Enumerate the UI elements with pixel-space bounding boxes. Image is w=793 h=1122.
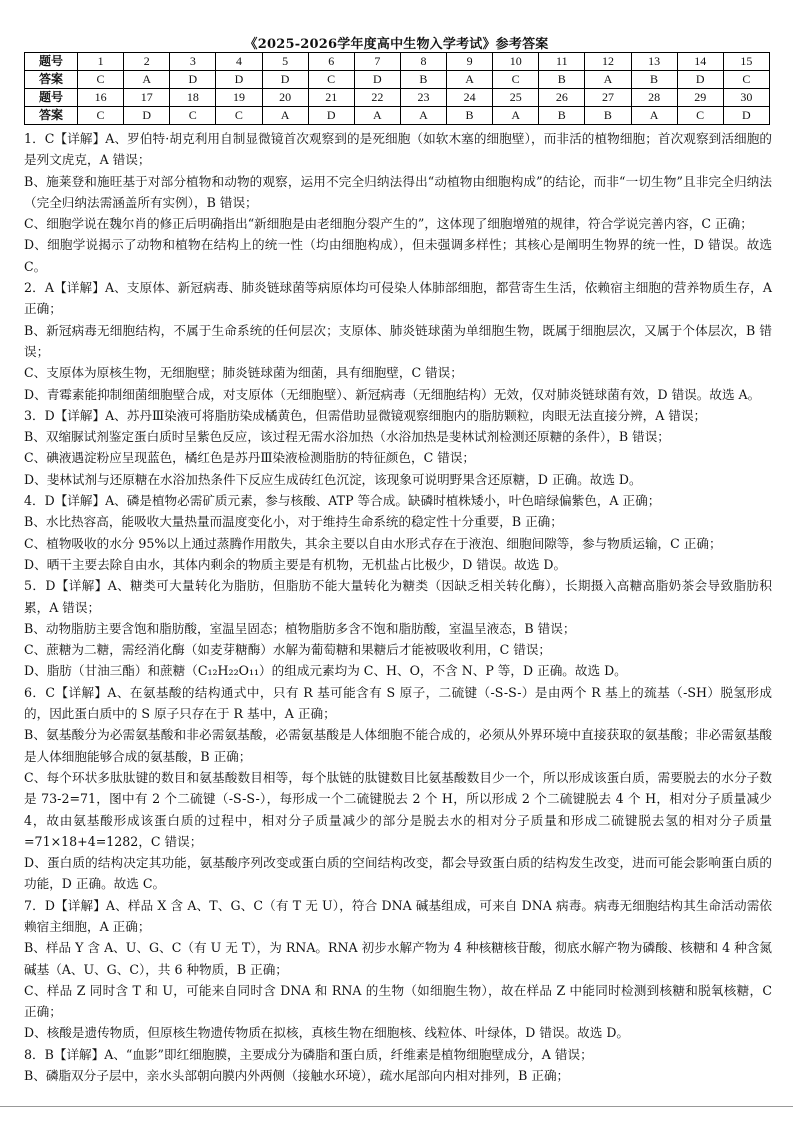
explanation-paragraph: C、支原体为原核生物，无细胞壁；肺炎链球菌为细菌，具有细胞壁，C 错误；	[24, 365, 463, 381]
answer-cell: C	[78, 107, 124, 125]
answer-table-row-answers-2	[25, 107, 770, 125]
explanation-paragraph: D、斐林试剂与还原糖在水浴加热条件下反应生成砖红色沉淀，该现象可说明野果含还原糖，D 正确。故选 D。	[24, 471, 642, 487]
question-number: 22	[354, 89, 400, 107]
question-number: 11	[539, 53, 585, 71]
question-number: 19	[216, 89, 262, 107]
question-number: 23	[400, 89, 446, 107]
answer-cell: A	[124, 71, 170, 89]
explanation-paragraph: B、样品 Y 含 A、U、G、C（有 U 无 T），为 RNA。RNA 初步水解产物为 4 种核糖核苷酸，彻底水解产物为磷酸、核糖和 4 种含氮碱基（A、U、G、C），共 6 种物质，B 正确；	[24, 940, 772, 977]
explanation-paragraph: 6．C【详解】A、在氨基酸的结构通式中，只有 R 基可能含有 S 原子，二硫键（-S-S-）是由两个 R 基上的巯基（-SH）脱氢形成的，因此蛋白质中的 S 原子只存在于 R 基中，A 正确；	[24, 684, 772, 722]
explanation-paragraph: C、碘液遇淀粉应呈现蓝色，橘红色是苏丹Ⅲ染液检测脂肪的特征颜色，C 错误；	[24, 450, 476, 466]
question-number: 18	[170, 89, 216, 107]
explanation-paragraph: D、蛋白质的结构决定其功能，氨基酸序列改变或蛋白质的空间结构改变，都会导致蛋白质的结构发生改变，进而可能会影响蛋白质的功能，D 正确。故选 C。	[24, 855, 772, 892]
question-number: 17	[124, 89, 170, 107]
explanation-paragraph: B、水比热容高，能吸收大量热量而温度变化小，对于维持生命系统的稳定性十分重要，B 正确；	[24, 514, 563, 530]
explanation-paragraph: B、动物脂肪主要含饱和脂肪酸，室温呈固态；植物脂肪多含不饱和脂肪酸，室温呈液态，B 错误；	[24, 620, 576, 636]
answer-cell: C	[308, 71, 354, 89]
answer-cell: D	[308, 107, 354, 125]
question-number: 26	[539, 89, 585, 107]
question-number: 25	[493, 89, 539, 107]
answer-cell: B	[539, 71, 585, 89]
question-number: 15	[723, 53, 769, 71]
explanation-paragraph: C、植物吸收的水分 95%以上通过蒸腾作用散失，其余主要以自由水形式存在于液泡、细胞间隙等，参与物质运输，C 正确；	[24, 535, 722, 551]
question-number: 27	[585, 89, 631, 107]
question-number: 4	[216, 53, 262, 71]
question-number: 2	[124, 53, 170, 71]
answer-cell: A	[585, 71, 631, 89]
explanation-paragraph: C、每个环状多肽肽键的数目和氨基酸数目相等，每个肽链的肽键数目比氨基酸数目少一个，所以形成该蛋白质，需要脱去的水分子数是 73-2=71，图中有 2 个二硫键（-S-S-），每形成一个二硫键脱去 2 个 H，所以形成 2 个二硫键脱去 4 个 H，相对分子质量减少 4，故由氨基酸形成该蛋白质的过程中，相对分子质量减少的部分是脱去水的相对分子质量和形成二硫键脱去氢的相对分子质量=71×18+4=1282，C 错误；	[24, 769, 772, 849]
explanation-paragraph: B、氨基酸分为必需氨基酸和非必需氨基酸，必需氨基酸是人体细胞不能合成的，必须从外界环境中直接获取的氨基酸；非必需氨基酸是人体细胞能够合成的氨基酸，B 正确；	[24, 727, 772, 764]
question-number: 13	[631, 53, 677, 71]
answer-cell: C	[677, 107, 723, 125]
question-number: 30	[723, 89, 769, 107]
answer-cell: D	[262, 71, 308, 89]
document-title: 《2025-2026学年度高中生物入学考试》参考答案	[244, 37, 549, 52]
row-label-answer: 答案	[25, 107, 78, 125]
answer-cell: D	[723, 107, 769, 125]
row-label-number: 题号	[25, 89, 78, 107]
answer-table-row-numbers-2	[25, 89, 770, 107]
answer-cell: C	[723, 71, 769, 89]
explanation-paragraph: D、脂肪（甘油三酯）和蔗糖（C₁₂H₂₂O₁₁）的组成元素均为 C、H、O，不含 N、P 等，D 正确。故选 D。	[24, 663, 627, 679]
question-number: 14	[677, 53, 723, 71]
explanation-paragraph: D、青霉素能抑制细菌细胞壁合成，对支原体（无细胞壁）、新冠病毒（无细胞结构）无效，仅对肺炎链球菌有效，D 错误。故选 A。	[24, 386, 761, 402]
answer-cell: A	[354, 107, 400, 125]
answer-cell: A	[631, 107, 677, 125]
answer-table-row-numbers-1	[25, 53, 770, 71]
answer-cell: C	[170, 107, 216, 125]
row-label-number: 题号	[25, 53, 78, 71]
explanation-paragraph: 3．D【详解】A、苏丹Ⅲ染液可将脂肪染成橘黄色，但需借助显微镜观察细胞内的脂肪颗粒，肉眼无法直接分辨，A 错误；	[24, 407, 707, 423]
explanation-paragraph: C、细胞学说在魏尔肖的修正后明确指出“新细胞是由老细胞分裂产生的”，这体现了细胞增殖的规律，符合学说完善内容，C 正确；	[24, 216, 753, 232]
question-number: 10	[493, 53, 539, 71]
answer-cell: A	[493, 107, 539, 125]
explanation-paragraph: B、施莱登和施旺基于对部分植物和动物的观察，运用不完全归纳法得出“动植物由细胞构成”的结论，而非“一切生物”且非完全归纳法（完全归纳法需涵盖所有实例），B 错误；	[24, 173, 772, 210]
answer-cell: B	[631, 71, 677, 89]
question-number: 3	[170, 53, 216, 71]
explanation-paragraph: 1．C【详解】A、罗伯特·胡克利用自制显微镜首次观察到的是死细胞（如软木塞的细胞壁），而非活的植物细胞；首次观察到活细胞的是列文虎克，A 错误；	[24, 131, 772, 168]
explanation-paragraph: D、核酸是遗传物质，但原核生物遗传物质在拟核，真核生物在细胞核、线粒体、叶绿体，D 错误。故选 D。	[24, 1025, 630, 1041]
answer-cell: A	[400, 107, 446, 125]
answer-cell: A	[262, 107, 308, 125]
answer-cell: C	[78, 71, 124, 89]
answer-cell: C	[216, 107, 262, 125]
row-label-answer: 答案	[25, 71, 78, 89]
explanation-paragraph: C、样品 Z 同时含 T 和 U，可能来自同时含 DNA 和 RNA 的生物（如细胞生物），故在样品 Z 中能同时检测到核糖和脱氧核糖，C 正确；	[24, 982, 772, 1020]
answer-explanations	[24, 128, 772, 1086]
question-number: 24	[447, 89, 493, 107]
answer-table	[24, 52, 770, 125]
explanation-paragraph: 2．A【详解】A、支原体、新冠病毒、肺炎链球菌等病原体均可侵染人体肺部细胞，都营寄生生活，依赖宿主细胞的营养物质生存，A 正确；	[24, 280, 772, 317]
answer-cell: B	[539, 107, 585, 125]
answer-cell: C	[493, 71, 539, 89]
question-number: 5	[262, 53, 308, 71]
question-number: 9	[447, 53, 493, 71]
question-number: 8	[400, 53, 446, 71]
question-number: 1	[78, 53, 124, 71]
explanation-paragraph: 5．D【详解】A、糖类可大量转化为脂肪，但脂肪不能大量转化为糖类（因缺乏相关转化酶），长期摄入高糖高脂奶茶会导致脂肪积累，A 错误；	[24, 578, 772, 615]
answer-cell: D	[216, 71, 262, 89]
explanation-paragraph: B、新冠病毒无细胞结构，不属于生命系统的任何层次；支原体、肺炎链球菌为单细胞生物，既属于细胞层次，又属于个体层次，B 错误；	[24, 322, 772, 359]
answer-cell: B	[447, 107, 493, 125]
explanation-paragraph: B、双缩脲试剂鉴定蛋白质时呈紫色反应，该过程无需水浴加热（水浴加热是斐林试剂检测还原糖的条件），B 错误；	[24, 429, 670, 445]
question-number: 6	[308, 53, 354, 71]
explanation-paragraph: 8．B【详解】A、“血影”即红细胞膜，主要成分为磷脂和蛋白质，纤维素是植物细胞壁成分，A 错误；	[24, 1046, 593, 1062]
answer-table-row-answers-1	[25, 71, 770, 89]
explanation-paragraph: D、晒干主要去除自由水，其体内剩余的物质主要是有机物，无机盐占比极少，D 错误。故选 D。	[24, 556, 567, 572]
page-bottom-divider	[0, 1106, 793, 1107]
question-number: 28	[631, 89, 677, 107]
question-number: 16	[78, 89, 124, 107]
explanation-paragraph: 7．D【详解】A、样品 X 含 A、T、G、C（有 T 无 U），符合 DNA 碱基组成，可来自 DNA 病毒。病毒无细胞结构其生命活动需依赖宿主细胞，A 正确；	[24, 897, 772, 934]
question-number: 21	[308, 89, 354, 107]
answer-cell: D	[170, 71, 216, 89]
answer-cell: B	[585, 107, 631, 125]
question-number: 29	[677, 89, 723, 107]
question-number: 12	[585, 53, 631, 71]
explanation-paragraph: B、磷脂双分子层中，亲水头部朝向膜内外两侧（接触水环境），疏水尾部向内相对排列，B 正确；	[24, 1068, 570, 1084]
answer-cell: D	[677, 71, 723, 89]
answer-cell: D	[354, 71, 400, 89]
question-number: 20	[262, 89, 308, 107]
answer-cell: B	[400, 71, 446, 89]
explanation-paragraph: D、细胞学说揭示了动物和植物在结构上的统一性（均由细胞构成），但未强调多样性；其核心是阐明生物界的统一性，D 错误。故选 C。	[24, 237, 772, 274]
explanation-paragraph: C、蔗糖为二糖，需经消化酶（如麦芽糖酶）水解为葡萄糖和果糖后才能被吸收利用，C 错误；	[24, 642, 552, 658]
answer-cell: D	[124, 107, 170, 125]
explanation-paragraph: 4．D【详解】A、磷是植物必需矿质元素，参与核酸、ATP 等合成。缺磷时植株矮小，叶色暗绿偏紫色，A 正确；	[24, 493, 661, 509]
answer-cell: A	[447, 71, 493, 89]
question-number: 7	[354, 53, 400, 71]
